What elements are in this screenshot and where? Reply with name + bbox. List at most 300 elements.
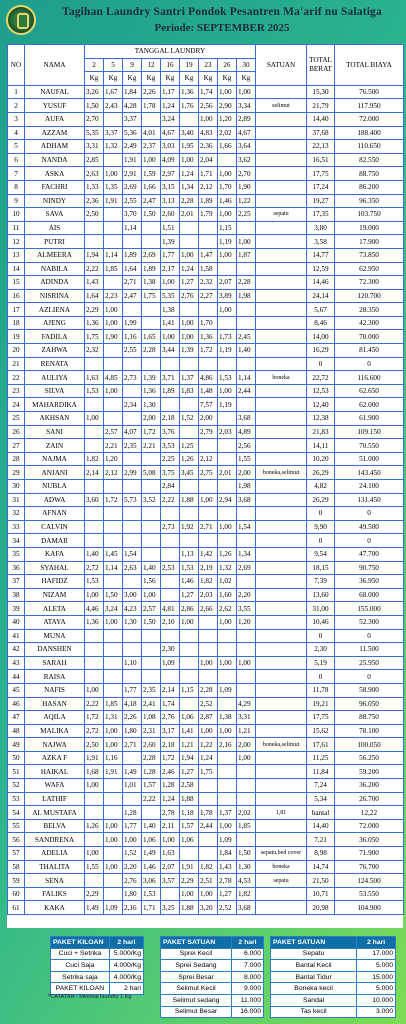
weight-cell <box>237 670 256 684</box>
student-name: NAJMA <box>25 452 85 466</box>
weight-cell: 1,49 <box>142 847 161 861</box>
table-row <box>8 738 404 752</box>
weight-cell: 5,73 <box>123 493 142 507</box>
row-number: 2 <box>8 99 25 113</box>
student-name: DANSHEN <box>25 643 85 657</box>
weight-cell <box>123 384 142 398</box>
satuan-cell <box>256 248 307 262</box>
weight-cell: 1,98 <box>237 480 256 494</box>
total-biaya-cell: 143.450 <box>335 466 404 480</box>
table-row <box>8 221 404 235</box>
row-number: 12 <box>8 235 25 249</box>
satuan-cell <box>256 303 307 317</box>
weight-cell: 1,26 <box>85 819 104 833</box>
total-biaya-cell: 0 <box>335 507 404 521</box>
weight-cell: 1,76 <box>180 99 199 113</box>
total-berat-cell: 10,20 <box>307 452 335 466</box>
weight-cell: 2,76 <box>161 711 180 725</box>
weight-cell: 1,33 <box>85 180 104 194</box>
student-name: ADHAM <box>25 140 85 154</box>
weight-cell: 1,99 <box>123 316 142 330</box>
weight-cell: 1,00 <box>180 153 199 167</box>
weight-cell <box>199 480 218 494</box>
legend-row <box>161 948 264 960</box>
row-number: 58 <box>8 860 25 874</box>
table-row <box>8 547 404 561</box>
weight-cell <box>123 520 142 534</box>
weight-cell: 1,88 <box>180 792 199 806</box>
table-row <box>8 779 404 793</box>
legend-row <box>161 1006 264 1018</box>
weight-cell: 1,40 <box>142 561 161 575</box>
table-row <box>8 656 404 670</box>
student-name: MAHARDIKA <box>25 398 85 412</box>
weight-cell: 2,22 <box>85 262 104 276</box>
weight-cell <box>199 792 218 806</box>
weight-cell: 1,00 <box>104 860 123 874</box>
weight-cell <box>85 398 104 412</box>
table-row <box>8 806 404 820</box>
weight-cell: 1,00 <box>104 167 123 181</box>
weight-cell <box>161 575 180 589</box>
weight-cell <box>218 357 237 371</box>
weight-cell: 4,01 <box>142 126 161 140</box>
weight-cell: 1,45 <box>104 547 123 561</box>
total-berat-cell: 2,30 <box>307 643 335 657</box>
row-number: 48 <box>8 724 25 738</box>
col-header-satuan: SATUAN <box>256 45 307 86</box>
total-biaya-cell: 81.450 <box>335 344 404 358</box>
total-biaya-cell: 72.300 <box>335 276 404 290</box>
total-berat-cell: 17,24 <box>307 180 335 194</box>
weight-cell: 2,71 <box>123 738 142 752</box>
table-row <box>8 316 404 330</box>
weight-cell <box>161 670 180 684</box>
weight-cell: 1,74 <box>199 85 218 99</box>
legend-item-name: Sandal <box>271 994 357 1006</box>
weight-cell <box>123 480 142 494</box>
weight-cell: 1,75 <box>142 289 161 303</box>
weight-cell: 1,37 <box>180 371 199 385</box>
satuan-cell: boneka,selimut <box>256 466 307 480</box>
weight-cell: 5,08 <box>142 466 161 480</box>
weight-cell: 1,63 <box>161 847 180 861</box>
weight-cell: 3,37 <box>104 126 123 140</box>
date-header: 19 <box>180 58 199 72</box>
weight-cell: 1,75 <box>199 765 218 779</box>
weight-cell: 2,78 <box>161 806 180 820</box>
weight-cell: 1,53 <box>85 575 104 589</box>
weight-cell <box>104 357 123 371</box>
weight-cell <box>237 779 256 793</box>
legend-note: *CATATAN : Minimal laundry 1 Kg <box>48 994 132 1000</box>
weight-cell: 4,85 <box>104 371 123 385</box>
satuan-cell <box>256 316 307 330</box>
legend-duration: 2 hari <box>357 937 396 949</box>
row-number: 24 <box>8 398 25 412</box>
weight-cell: 1,90 <box>237 180 256 194</box>
total-biaya-cell: 109.150 <box>335 425 404 439</box>
table-row <box>8 303 404 317</box>
table-row <box>8 425 404 439</box>
weight-cell: 2,27 <box>199 289 218 303</box>
weight-cell <box>218 262 237 276</box>
total-biaya-cell: 110.650 <box>335 140 404 154</box>
total-biaya-cell: 72.000 <box>335 112 404 126</box>
total-biaya-cell: 0 <box>335 629 404 643</box>
weight-cell: 1,37 <box>218 806 237 820</box>
weight-cell: 1,00 <box>218 819 237 833</box>
student-name: SANI <box>25 425 85 439</box>
weight-cell: 1,52 <box>180 412 199 426</box>
col-header-tanggal: TANGGAL LAUNDRY <box>85 45 256 59</box>
weight-cell: 1,46 <box>142 860 161 874</box>
weight-cell: 2,69 <box>142 248 161 262</box>
total-biaya-cell: 82.550 <box>335 153 404 167</box>
row-number: 38 <box>8 588 25 602</box>
total-biaya-cell: 26.700 <box>335 792 404 806</box>
table-row <box>8 126 404 140</box>
satuan-cell <box>256 615 307 629</box>
total-biaya-cell: 70.550 <box>335 439 404 453</box>
weight-cell: 3,62 <box>237 153 256 167</box>
weight-cell: 1,28 <box>142 765 161 779</box>
total-biaya-cell: 62.000 <box>335 398 404 412</box>
weight-cell: 1,41 <box>180 724 199 738</box>
row-number: 25 <box>8 412 25 426</box>
legend-item-price: 7.000 <box>231 960 263 972</box>
table-row <box>8 289 404 303</box>
total-biaya-cell: 78.100 <box>335 724 404 738</box>
student-name: NUBLA <box>25 480 85 494</box>
billing-sheet <box>7 44 403 928</box>
weight-cell <box>180 357 199 371</box>
student-name: SARAH <box>25 656 85 670</box>
weight-cell: 1,00 <box>199 112 218 126</box>
weight-cell <box>104 398 123 412</box>
satuan-cell <box>256 751 307 765</box>
weight-cell: 2,28 <box>142 344 161 358</box>
total-biaya-cell: 100.050 <box>335 738 404 752</box>
weight-cell: 3,75 <box>161 466 180 480</box>
weight-cell: 1,55 <box>237 452 256 466</box>
weight-cell <box>199 534 218 548</box>
table-row <box>8 765 404 779</box>
weight-cell: 2,16 <box>123 901 142 915</box>
weight-cell: 2,44 <box>237 384 256 398</box>
col-header-no: NO <box>8 45 25 86</box>
legend-item-name: Setrika saja <box>51 971 110 983</box>
weight-cell: 2,11 <box>161 819 180 833</box>
weight-cell: 1,24 <box>161 99 180 113</box>
weight-cell: 1,94 <box>180 751 199 765</box>
weight-cell: 1,20 <box>218 112 237 126</box>
total-biaya-cell: 96.050 <box>335 697 404 711</box>
total-berat-cell: 10,71 <box>307 887 335 901</box>
weight-cell <box>237 792 256 806</box>
student-name: NAUFAL <box>25 85 85 99</box>
weight-cell <box>180 221 199 235</box>
weight-cell: 1,72 <box>142 425 161 439</box>
weight-cell: 1,57 <box>142 779 161 793</box>
weight-cell: 1,20 <box>104 452 123 466</box>
weight-cell: 1,00 <box>218 615 237 629</box>
weight-cell <box>142 357 161 371</box>
student-name: FACHRI <box>25 180 85 194</box>
weight-cell: 1,50 <box>237 847 256 861</box>
row-number: 20 <box>8 344 25 358</box>
legend-duration: 2 hari <box>231 937 263 949</box>
legend-item-price: 8.000 <box>231 971 263 983</box>
weight-cell: 2,22 <box>142 792 161 806</box>
table-row <box>8 85 404 99</box>
legend-row <box>161 971 264 983</box>
weight-cell: 2,29 <box>85 303 104 317</box>
weight-cell: 1,09 <box>218 833 237 847</box>
total-berat-cell: 26,29 <box>307 466 335 480</box>
weight-cell: 4,86 <box>199 371 218 385</box>
weight-cell <box>104 874 123 888</box>
weight-cell <box>104 847 123 861</box>
weight-cell: 1,46 <box>218 194 237 208</box>
weight-cell: 2,79 <box>199 425 218 439</box>
weight-cell <box>180 534 199 548</box>
weight-cell: 1,88 <box>180 493 199 507</box>
weight-cell: 2,56 <box>237 439 256 453</box>
table-row <box>8 330 404 344</box>
weight-cell: 1,00 <box>85 412 104 426</box>
weight-cell <box>104 235 123 249</box>
weight-cell: 1,00 <box>104 384 123 398</box>
student-name: NAJWA <box>25 738 85 752</box>
row-number: 15 <box>8 276 25 290</box>
student-name: MALIKA <box>25 724 85 738</box>
total-biaya-cell: 71.900 <box>335 847 404 861</box>
weight-cell: 1,00 <box>218 248 237 262</box>
weight-cell: 2,53 <box>161 561 180 575</box>
weight-cell: 4,81 <box>161 602 180 616</box>
weight-cell: 2,00 <box>199 412 218 426</box>
weight-cell: 2,46 <box>161 765 180 779</box>
student-name: SENA <box>25 874 85 888</box>
satuan-cell: selimut <box>256 99 307 113</box>
weight-cell <box>180 480 199 494</box>
satuan-cell <box>256 792 307 806</box>
total-berat-cell: 22,72 <box>307 371 335 385</box>
weight-cell: 2,16 <box>218 738 237 752</box>
weight-cell: 1,16 <box>123 330 142 344</box>
total-berat-cell: 8,46 <box>307 316 335 330</box>
weight-cell: 1,00 <box>85 683 104 697</box>
weight-cell: 1,06 <box>180 833 199 847</box>
legend-item-name: Bantal Tidur <box>271 971 357 983</box>
weight-cell <box>104 520 123 534</box>
satuan-cell <box>256 683 307 697</box>
weight-cell: 1,90 <box>104 330 123 344</box>
weight-cell: 2,44 <box>199 819 218 833</box>
weight-cell: 3,31 <box>85 140 104 154</box>
weight-cell <box>142 316 161 330</box>
weight-cell: 2,86 <box>180 602 199 616</box>
weight-cell: 3,15 <box>161 180 180 194</box>
total-berat-cell: 0 <box>307 670 335 684</box>
weight-cell: 1,42 <box>199 547 218 561</box>
weight-cell: 4,07 <box>123 425 142 439</box>
weight-cell: 1,91 <box>123 153 142 167</box>
weight-cell <box>123 507 142 521</box>
total-biaya-cell: 86.200 <box>335 180 404 194</box>
weight-cell <box>237 316 256 330</box>
weight-cell: 1,70 <box>199 316 218 330</box>
weight-cell <box>85 439 104 453</box>
date-header: 23 <box>199 58 218 72</box>
satuan-cell <box>256 779 307 793</box>
student-name: ADELIA <box>25 847 85 861</box>
weight-cell: 1,38 <box>218 711 237 725</box>
weight-cell <box>180 507 199 521</box>
weight-cell: 1,00 <box>218 208 237 222</box>
weight-cell: 2,57 <box>104 425 123 439</box>
total-berat-cell: 21,79 <box>307 99 335 113</box>
satuan-cell <box>256 140 307 154</box>
student-name: ANJANI <box>25 466 85 480</box>
weight-cell: 1,09 <box>104 901 123 915</box>
weight-cell: 1,00 <box>218 520 237 534</box>
row-number: 43 <box>8 656 25 670</box>
weight-cell: 1,21 <box>237 724 256 738</box>
weight-cell: 1,26 <box>180 452 199 466</box>
weight-cell: 3,13 <box>161 194 180 208</box>
weight-cell <box>218 751 237 765</box>
total-biaya-cell: 49.500 <box>335 520 404 534</box>
weight-cell: 1,18 <box>180 806 199 820</box>
weight-cell <box>142 221 161 235</box>
legend-item-price: 5.000 <box>357 960 396 972</box>
row-number: 51 <box>8 765 25 779</box>
weight-cell: 1,54 <box>123 547 142 561</box>
weight-cell: 1,00 <box>218 384 237 398</box>
weight-cell: 1,00 <box>199 887 218 901</box>
table-row <box>8 153 404 167</box>
weight-cell: 1,00 <box>104 819 123 833</box>
legend-row <box>161 994 264 1006</box>
table-row <box>8 507 404 521</box>
weight-cell: 4,46 <box>85 602 104 616</box>
weight-cell: 2,55 <box>123 344 142 358</box>
weight-cell: 1,00 <box>180 887 199 901</box>
weight-cell: 1,57 <box>180 819 199 833</box>
weight-cell: 1,84 <box>218 847 237 861</box>
weight-cell: 1,78 <box>142 99 161 113</box>
weight-cell: 3,52 <box>142 493 161 507</box>
weight-cell: 1,00 <box>237 751 256 765</box>
total-berat-cell: 7,24 <box>307 779 335 793</box>
weight-cell: 1,26 <box>218 547 237 561</box>
total-berat-cell: 12,53 <box>307 384 335 398</box>
table-row <box>8 602 404 616</box>
satuan-cell <box>256 643 307 657</box>
weight-cell: 2,89 <box>237 112 256 126</box>
weight-cell: 1,60 <box>218 588 237 602</box>
weight-cell: 1,66 <box>218 140 237 154</box>
weight-cell <box>218 697 237 711</box>
weight-cell: 1,00 <box>142 588 161 602</box>
weight-cell: 1,30 <box>123 615 142 629</box>
date-header: 5 <box>104 58 123 72</box>
satuan-cell <box>256 629 307 643</box>
row-number: 35 <box>8 547 25 561</box>
weight-cell: 2,72 <box>85 561 104 575</box>
table-row <box>8 452 404 466</box>
weight-cell: 2,85 <box>85 153 104 167</box>
weight-cell <box>123 534 142 548</box>
weight-cell <box>237 833 256 847</box>
row-number: 59 <box>8 874 25 888</box>
weight-cell <box>218 507 237 521</box>
table-row <box>8 615 404 629</box>
weight-cell: 1,14 <box>123 221 142 235</box>
total-biaya-cell: 11.500 <box>335 643 404 657</box>
weight-cell: 1,73 <box>218 330 237 344</box>
weight-cell: 2,02 <box>237 806 256 820</box>
weight-cell: 2,36 <box>85 194 104 208</box>
total-berat-cell: 7,21 <box>307 833 335 847</box>
table-row <box>8 262 404 276</box>
weight-cell <box>199 779 218 793</box>
weight-cell <box>199 615 218 629</box>
row-number: 30 <box>8 480 25 494</box>
weight-cell: 1,50 <box>142 615 161 629</box>
student-name: KAFA <box>25 547 85 561</box>
weight-cell: 1,95 <box>180 140 199 154</box>
total-biaya-cell: 36.950 <box>335 575 404 589</box>
weight-cell: 1,00 <box>123 833 142 847</box>
total-biaya-cell: 52.300 <box>335 615 404 629</box>
legend-item-price: 16.000 <box>231 1006 263 1018</box>
weight-cell: 2,52 <box>199 697 218 711</box>
row-number: 28 <box>8 452 25 466</box>
weight-cell <box>85 792 104 806</box>
weight-cell <box>237 643 256 657</box>
satuan-cell <box>256 724 307 738</box>
legend-item-name: Boneka kecil <box>271 983 357 995</box>
legend-item-price: 17.000 <box>357 948 396 960</box>
weight-cell: 1,50 <box>142 208 161 222</box>
weight-cell <box>104 534 123 548</box>
weight-cell: 2,91 <box>123 167 142 181</box>
student-name: FALIKS <box>25 887 85 901</box>
total-berat-cell: 14,46 <box>307 276 335 290</box>
weight-cell: 1,84 <box>123 85 142 99</box>
weight-cell: 1,22 <box>199 738 218 752</box>
weight-cell: 2,30 <box>161 643 180 657</box>
weight-cell: 3,53 <box>161 439 180 453</box>
weight-cell <box>180 398 199 412</box>
weight-cell: 1,27 <box>180 276 199 290</box>
total-biaya-cell: 36.200 <box>335 779 404 793</box>
table-row <box>8 874 404 888</box>
total-berat-cell: 17,75 <box>307 711 335 725</box>
student-name: NABILA <box>25 262 85 276</box>
col-header-berat: TOTAL BERAT <box>307 45 335 86</box>
satuan-cell <box>256 412 307 426</box>
weight-cell: 2,51 <box>199 874 218 888</box>
legend-row <box>271 1006 396 1018</box>
unit-header: Kg <box>85 72 104 86</box>
legend-item-name: Cuci + Setrika <box>51 948 110 960</box>
total-berat-cell: 11,84 <box>307 765 335 779</box>
row-number: 17 <box>8 303 25 317</box>
